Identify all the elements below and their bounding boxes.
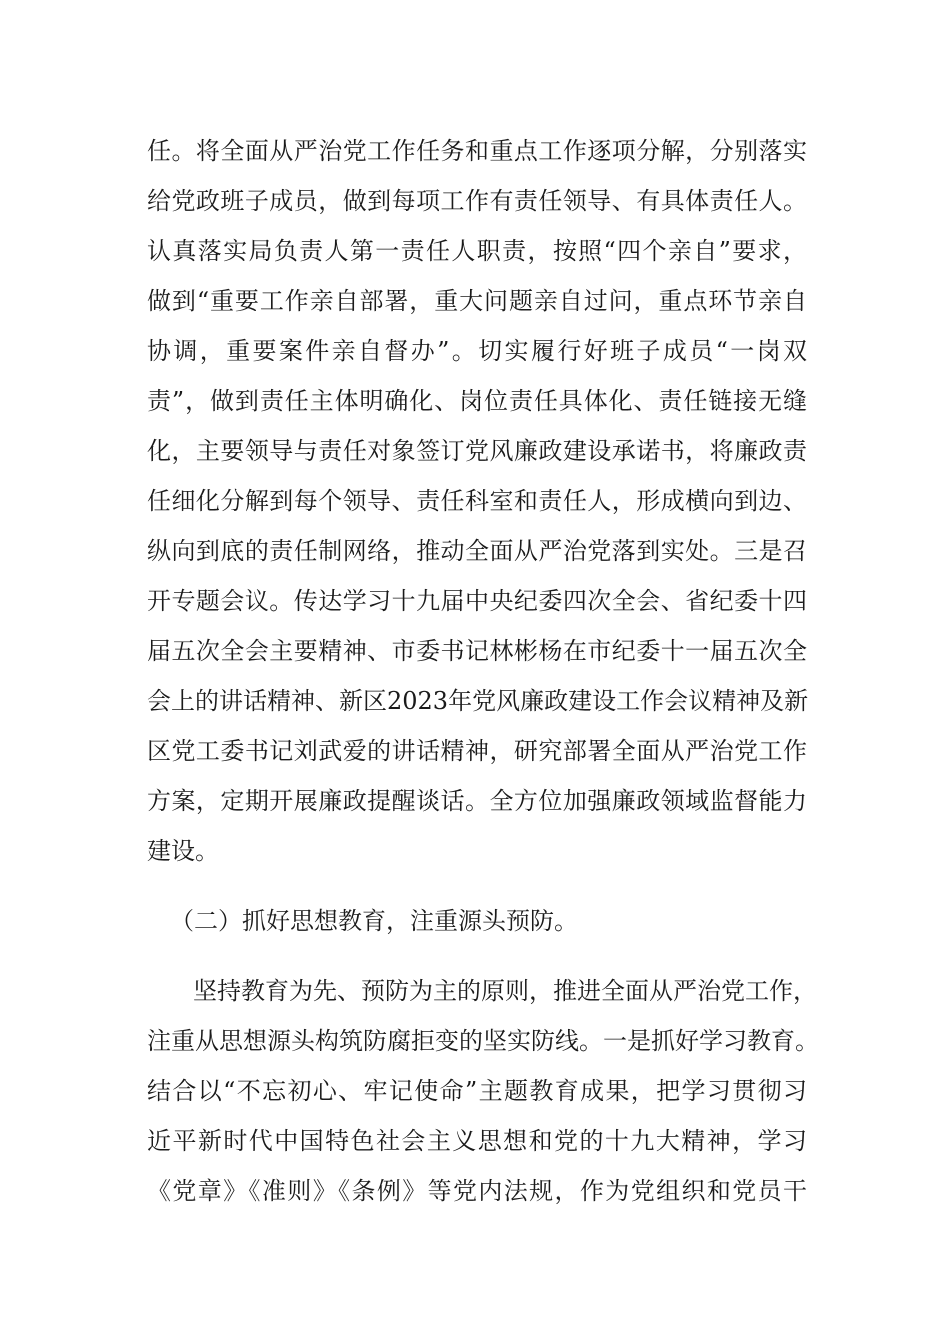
paragraph-2-line-2: 注重从思想源头构筑防腐拒变的坚实防线。一是抓好学习教育。: [147, 1027, 819, 1055]
paragraph-2-line-1: 坚持教育为先、预防为主的原则，推进全面从严治党工作，: [193, 977, 817, 1005]
paragraph-2-line-5: 《党章》《准则》《条例》等党内法规，作为党组织和党员干: [147, 1177, 807, 1205]
paragraph-1-line-13: 区党工委书记刘武爱的讲话精神，研究部署全面从严治党工作: [147, 737, 807, 765]
paragraph-1-line-14: 方案，定期开展廉政提醒谈话。全方位加强廉政领域监督能力: [147, 787, 807, 815]
paragraph-1-line-8: 任细化分解到每个领导、责任科室和责任人，形成横向到边、: [147, 487, 807, 515]
paragraph-1-line-7: 化，主要领导与责任对象签订党风廉政建设承诺书，将廉政责: [147, 437, 807, 465]
paragraph-1-line-10: 开专题会议。传达学习十九届中央纪委四次全会、省纪委十四: [147, 587, 807, 615]
paragraph-1-line-12: 会上的讲话精神、新区2023年党风廉政建设工作会议精神及新: [147, 687, 809, 715]
paragraph-1-line-1: 任。将全面从严治党工作任务和重点工作逐项分解，分别落实: [147, 137, 807, 165]
paragraph-1-line-6: 责”，做到责任主体明确化、岗位责任具体化、责任链接无缝: [147, 387, 807, 415]
section-heading: （二）抓好思想教育，注重源头预防。: [170, 907, 578, 935]
paragraph-1-line-2: 给党政班子成员，做到每项工作有责任领导、有具体责任人。: [147, 187, 807, 215]
paragraph-1-line-9: 纵向到底的责任制网络，推动全面从严治党落到实处。三是召: [147, 537, 807, 565]
paragraph-2-line-4: 近平新时代中国特色社会主义思想和党的十九大精神，学习: [147, 1127, 807, 1155]
paragraph-1-line-15: 建设。: [147, 837, 219, 865]
paragraph-1-line-3: 认真落实局负责人第一责任人职责，按照“四个亲自”要求，: [147, 237, 807, 265]
paragraph-2-line-3: 结合以“不忘初心、牢记使命”主题教育成果，把学习贯彻习: [147, 1077, 807, 1105]
paragraph-1-line-5: 协调，重要案件亲自督办”。切实履行好班子成员“一岗双: [147, 337, 807, 365]
paragraph-1-line-11: 届五次全会主要精神、市委书记林彬杨在市纪委十一届五次全: [147, 637, 807, 665]
paragraph-1-line-4: 做到“重要工作亲自部署，重大问题亲自过问，重点环节亲自: [147, 287, 807, 315]
